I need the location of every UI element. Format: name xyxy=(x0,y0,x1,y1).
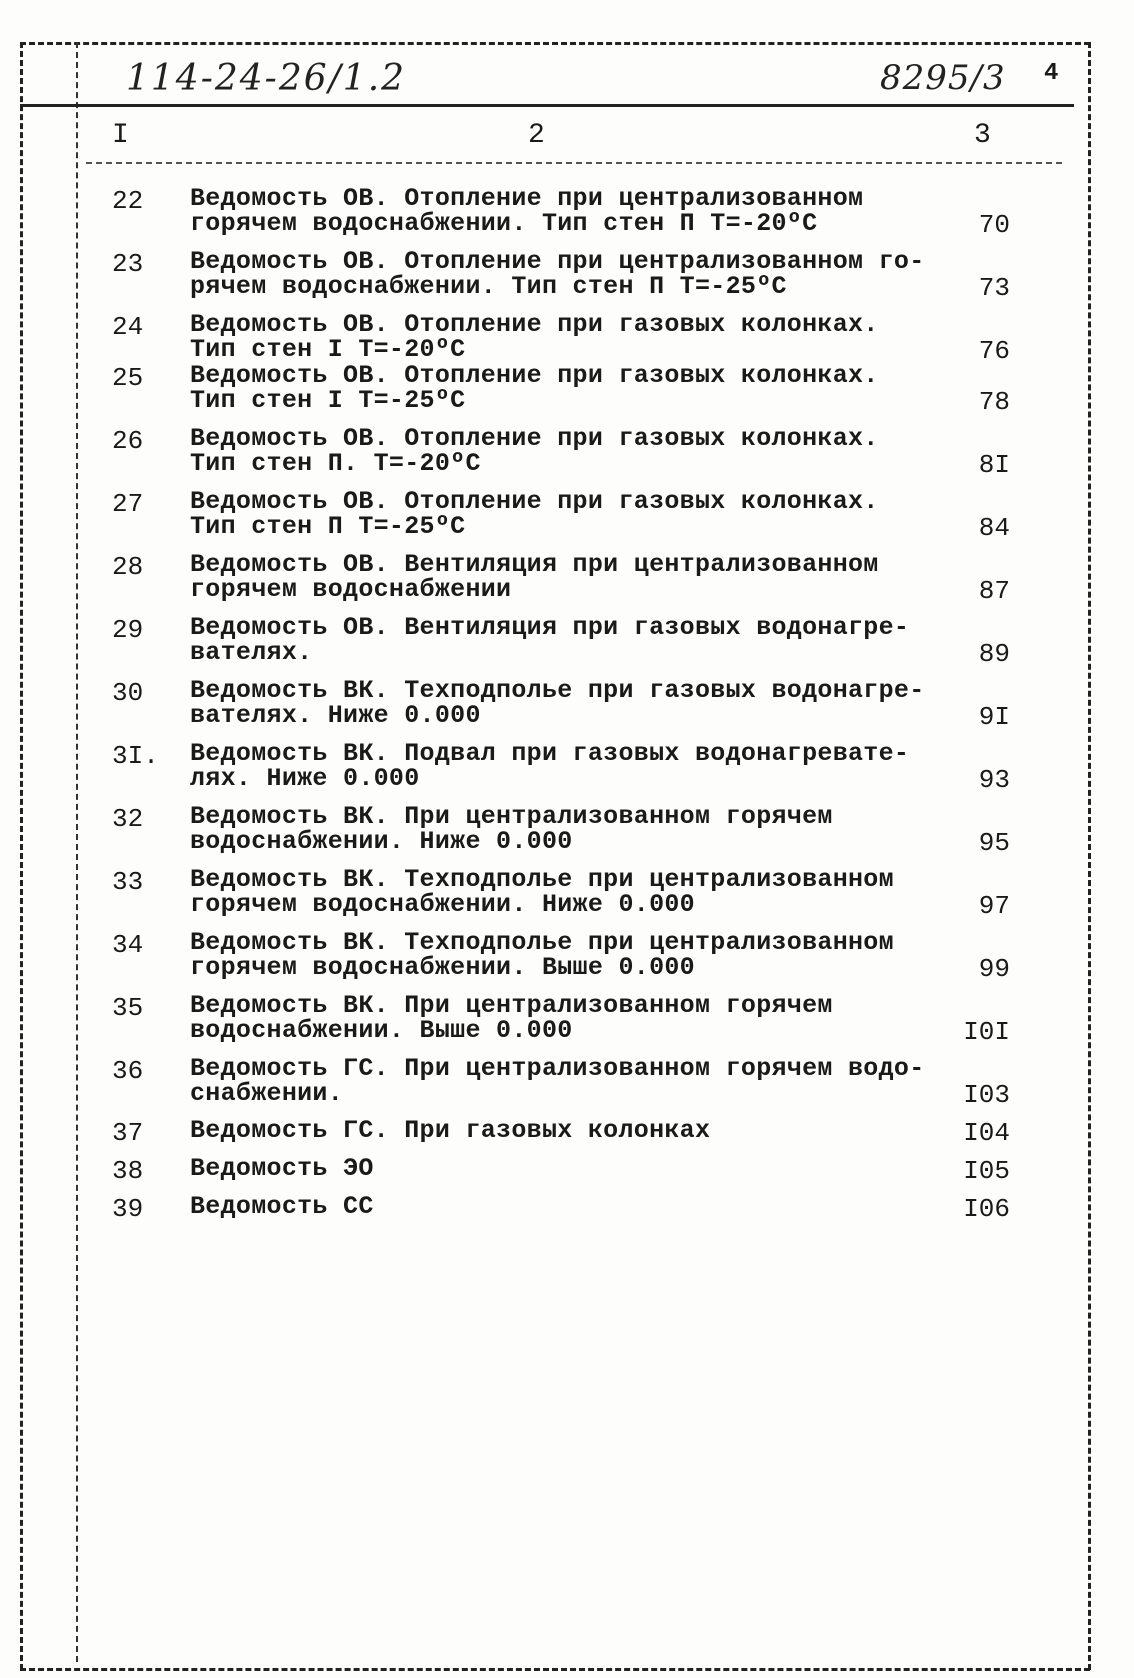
row-description-line: Ведомость ВК. При централизованном горячем xyxy=(190,991,833,1020)
row-number: 3I. xyxy=(112,741,159,771)
row-description-line: водоснабжении. Ниже 0.000 xyxy=(190,827,573,856)
row-description-line: Ведомость ОВ. Отопление при газовых колонках. xyxy=(190,361,879,390)
row-description-line: вателях. Ниже 0.000 xyxy=(190,701,481,730)
row-description xyxy=(190,678,930,728)
table-row xyxy=(0,615,1134,675)
column-header-rule xyxy=(86,162,1062,164)
table-row xyxy=(0,489,1134,549)
row-page-number: 73 xyxy=(978,273,1010,303)
row-description xyxy=(190,312,930,362)
row-number: 34 xyxy=(112,930,144,960)
row-description-line: Ведомость ГС. При централизованном горячем водо- xyxy=(190,1054,925,1083)
row-number: 22 xyxy=(112,186,144,216)
row-description-line: Тип стен I Т=-25ºС xyxy=(190,386,466,415)
table-row xyxy=(0,741,1134,801)
row-number: 30 xyxy=(112,678,144,708)
row-description-line: Ведомость ВК. Подвал при газовых водонагревате- xyxy=(190,739,910,768)
row-description xyxy=(190,1156,930,1181)
row-page-number: 87 xyxy=(978,576,1010,606)
page-number: 4 xyxy=(1044,60,1059,87)
table-row xyxy=(0,1194,1134,1254)
row-description xyxy=(190,489,930,539)
table-row xyxy=(0,678,1134,738)
table-row xyxy=(0,930,1134,990)
row-number: 35 xyxy=(112,993,144,1023)
row-page-number: 95 xyxy=(978,828,1010,858)
row-description xyxy=(190,615,930,665)
frame-top-border xyxy=(20,42,1090,45)
row-description xyxy=(190,930,930,980)
row-description-line: водоснабжении. Выше 0.000 xyxy=(190,1016,573,1045)
row-page-number: 89 xyxy=(978,639,1010,669)
document-number: 8295/3 xyxy=(880,58,1006,98)
row-description-line: Тип стен I Т=-20ºС xyxy=(190,335,466,364)
row-page-number: 93 xyxy=(978,765,1010,795)
row-description xyxy=(190,741,930,791)
row-description-line: Ведомость ЭО xyxy=(190,1154,374,1183)
row-number: 39 xyxy=(112,1194,144,1224)
row-description-line: горячем водоснабжении xyxy=(190,575,512,604)
row-description xyxy=(190,1118,930,1143)
table-row xyxy=(0,426,1134,486)
row-number: 29 xyxy=(112,615,144,645)
table-row xyxy=(0,186,1134,246)
row-page-number: 99 xyxy=(978,954,1010,984)
row-description-line: рячем водоснабжении. Тип стен П Т=-25ºС xyxy=(190,272,787,301)
row-number: 24 xyxy=(112,312,144,342)
row-description-line: вателях. xyxy=(190,638,313,667)
row-number: 26 xyxy=(112,426,144,456)
row-description-line: Ведомость ОВ. Отопление при газовых колонках. xyxy=(190,487,879,516)
row-number: 37 xyxy=(112,1118,144,1148)
row-page-number: I06 xyxy=(963,1194,1010,1224)
column-header-page: 3 xyxy=(974,120,991,151)
row-description-line: горячем водоснабжении. Тип стен П Т=-20ºС xyxy=(190,209,818,238)
table-row xyxy=(0,867,1134,927)
row-page-number: 9I xyxy=(978,702,1010,732)
row-description-line: Ведомость ОВ. Отопление при газовых колонках. xyxy=(190,310,879,339)
row-description-line: Ведомость ОВ. Отопление при централизованном го- xyxy=(190,247,925,276)
row-page-number: 70 xyxy=(978,210,1010,240)
row-page-number: 97 xyxy=(978,891,1010,921)
row-description xyxy=(190,552,930,602)
row-page-number: I05 xyxy=(963,1156,1010,1186)
row-number: 27 xyxy=(112,489,144,519)
row-description xyxy=(190,1194,930,1219)
row-description-line: лях. Ниже 0.000 xyxy=(190,764,420,793)
row-description-line: Тип стен П. Т=-20ºС xyxy=(190,449,481,478)
row-description-line: горячем водоснабжении. Выше 0.000 xyxy=(190,953,695,982)
table-row xyxy=(0,552,1134,612)
row-description-line: Ведомость ГС. При газовых колонках xyxy=(190,1116,711,1145)
row-number: 33 xyxy=(112,867,144,897)
row-number: 23 xyxy=(112,249,144,279)
row-description-line: Ведомость ВК. Техподполье при газовых водонагре- xyxy=(190,676,925,705)
row-page-number: I03 xyxy=(963,1080,1010,1110)
row-description xyxy=(190,804,930,854)
row-description-line: горячем водоснабжении. Ниже 0.000 xyxy=(190,890,695,919)
row-description xyxy=(190,426,930,476)
row-description-line: Ведомость ОВ. Вентиляция при газовых водонагре- xyxy=(190,613,910,642)
row-description xyxy=(190,186,930,236)
column-header-description: 2 xyxy=(528,120,545,151)
row-number: 28 xyxy=(112,552,144,582)
row-description-line: Ведомость ОВ. Вентиляция при централизованном xyxy=(190,550,879,579)
row-number: 38 xyxy=(112,1156,144,1186)
row-description-line: снабжении. xyxy=(190,1079,344,1108)
frame-bottom-border xyxy=(20,1668,1090,1671)
row-description-line: Ведомость ВК. Техподполье при централизованном xyxy=(190,865,894,894)
row-description-line: Ведомость ВК. Техподполье при централизованном xyxy=(190,928,894,957)
row-description xyxy=(190,867,930,917)
table-row xyxy=(0,804,1134,864)
column-header-number: I xyxy=(112,120,129,151)
row-description-line: Ведомость ВК. При централизованном горячем xyxy=(190,802,833,831)
row-page-number: 76 xyxy=(978,336,1010,366)
row-description-line: Ведомость ОВ. Отопление при газовых колонках. xyxy=(190,424,879,453)
row-number: 25 xyxy=(112,363,144,393)
row-number: 36 xyxy=(112,1056,144,1086)
row-page-number: 8I xyxy=(978,450,1010,480)
row-page-number: I04 xyxy=(963,1118,1010,1148)
table-row xyxy=(0,249,1134,309)
row-number: 32 xyxy=(112,804,144,834)
row-description-line: Ведомость ОВ. Отопление при централизованном xyxy=(190,184,864,213)
row-description xyxy=(190,249,930,299)
table-row xyxy=(0,1056,1134,1116)
row-page-number: I0I xyxy=(963,1017,1010,1047)
row-page-number: 84 xyxy=(978,513,1010,543)
row-page-number: 78 xyxy=(978,387,1010,417)
table-row xyxy=(0,993,1134,1053)
row-description-line: Тип стен П Т=-25ºС xyxy=(190,512,466,541)
row-description xyxy=(190,1056,930,1106)
row-description xyxy=(190,363,930,413)
header-rule xyxy=(20,104,1074,107)
row-description xyxy=(190,993,930,1043)
table-row xyxy=(0,363,1134,423)
row-description-line: Ведомость СС xyxy=(190,1192,374,1221)
document-code: 114-24-26/1.2 xyxy=(126,58,407,99)
